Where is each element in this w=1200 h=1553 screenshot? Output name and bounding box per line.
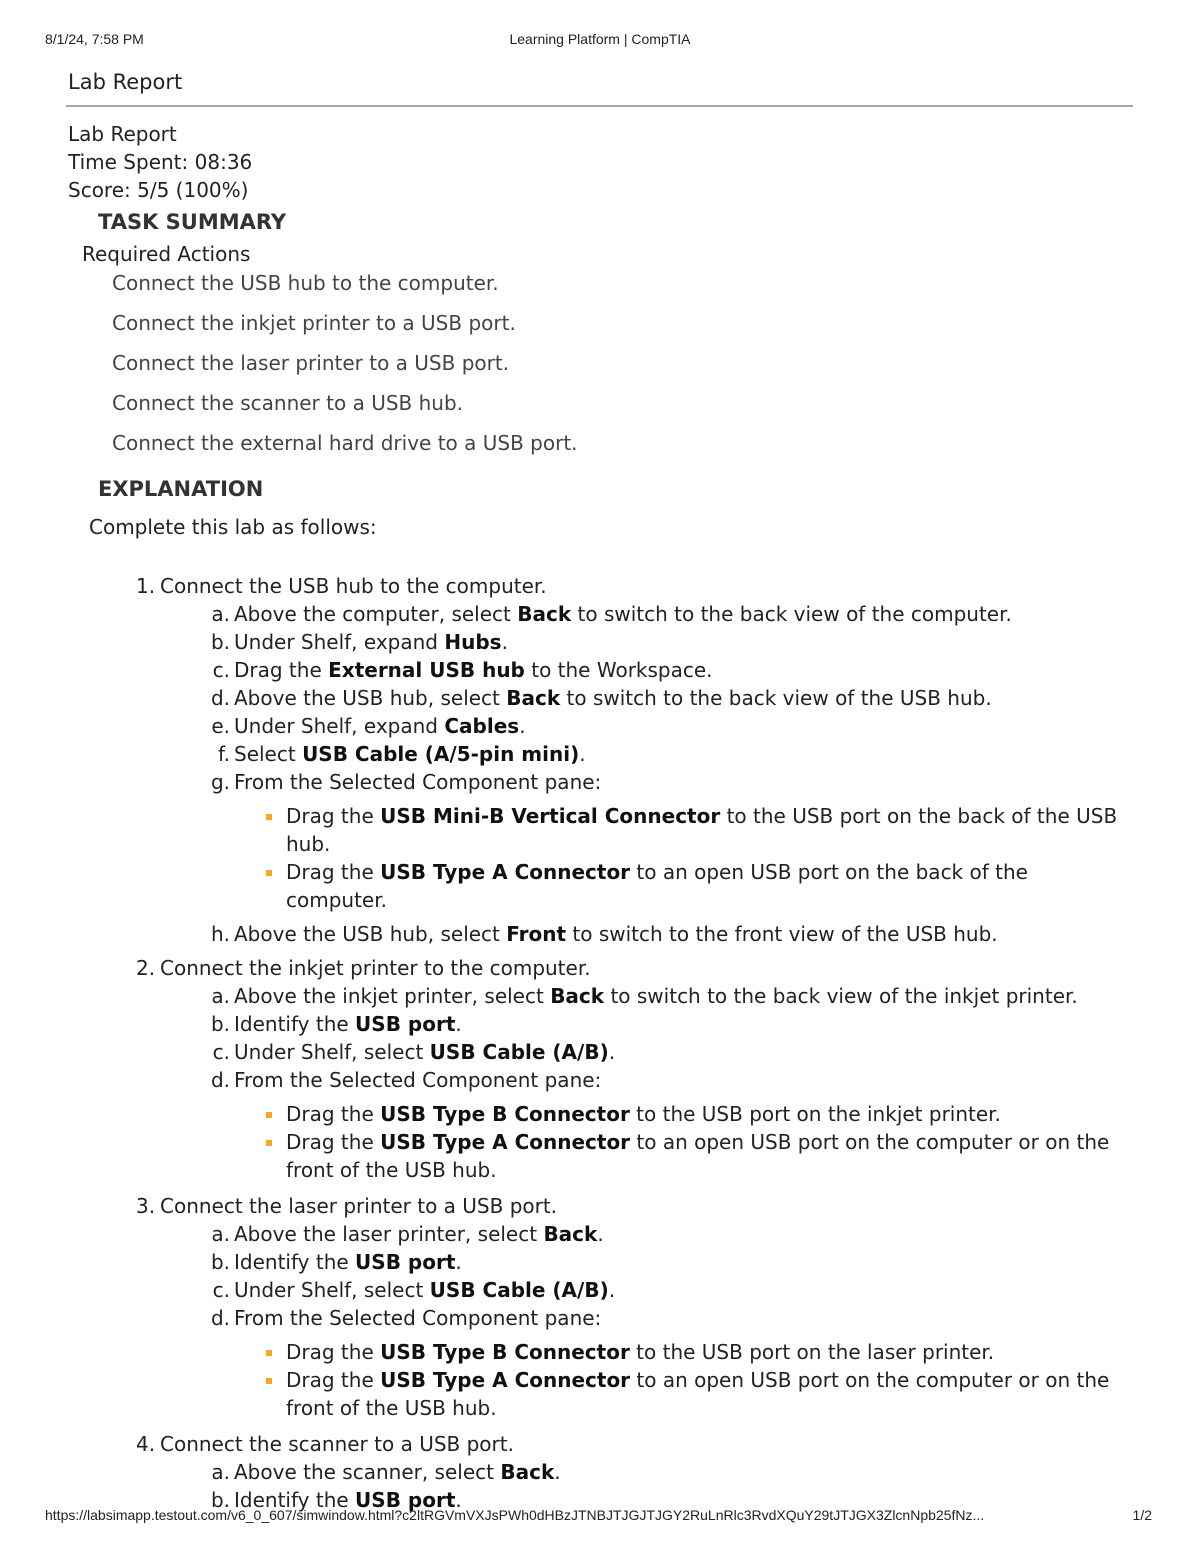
print-header — [0, 31, 1200, 49]
substep-text: to switch to the back view of the computer. — [571, 602, 1012, 626]
substep-letter: b. — [210, 630, 230, 654]
required-actions-list — [112, 270, 578, 470]
substep-text: Identify the — [234, 1012, 356, 1036]
substep-text: . — [501, 630, 508, 654]
substep-text: Above the scanner, select — [234, 1460, 501, 1484]
substep-bold: Cables — [444, 714, 520, 738]
substep — [0, 740, 1200, 768]
substep-text: Identify the — [234, 1250, 356, 1274]
bullet-item — [0, 1366, 1200, 1422]
report-meta — [68, 120, 252, 204]
substep-text: to the Workspace. — [524, 658, 713, 682]
bullet-square-icon — [266, 1112, 272, 1118]
substep-bold: USB Cable (A/5-pin mini) — [302, 742, 580, 766]
substep-bold: Back — [517, 602, 572, 626]
substep-bold: USB Cable (A/B) — [429, 1278, 609, 1302]
substep-text: to switch to the front view of the USB hub. — [566, 922, 998, 946]
substep-letter: c. — [212, 658, 230, 682]
substep-text: . — [455, 1488, 462, 1512]
substep-text: . — [455, 1250, 462, 1274]
bullet-text: to an open USB port on the computer or on the front of the USB hub. — [286, 1130, 1110, 1182]
substep-letter: e. — [211, 714, 230, 738]
substep-letter: g. — [210, 770, 230, 794]
substep-text: . — [554, 1460, 561, 1484]
substep-bold: External USB hub — [328, 658, 525, 682]
substep-letter: c. — [212, 1278, 230, 1302]
step-text: Connect the laser printer to a USB port. — [160, 1194, 558, 1218]
step-text: Connect the scanner to a USB port. — [160, 1432, 514, 1456]
bullet-bold: USB Type A Connector — [380, 1368, 631, 1392]
step-text: Connect the inkjet printer to the computer. — [160, 956, 591, 980]
bullet-text: to the USB port on the back of the USB hub. — [286, 804, 1118, 856]
substep-text: . — [597, 1222, 604, 1246]
step — [0, 572, 1200, 600]
bullet-square-icon — [266, 1350, 272, 1356]
substep-letter: b. — [210, 1012, 230, 1036]
substep-text: From the Selected Component pane: — [234, 1306, 602, 1330]
steps-list — [0, 572, 1200, 1514]
substep — [0, 656, 1200, 684]
bullet-bold: USB Type B Connector — [380, 1340, 630, 1364]
print-footer — [0, 1507, 1200, 1525]
substep-letter: d. — [210, 686, 230, 710]
substep — [0, 920, 1200, 948]
bullet-bold: USB Type B Connector — [380, 1102, 630, 1126]
step — [0, 1192, 1200, 1220]
substep-bold: USB Cable (A/B) — [429, 1040, 609, 1064]
substep-letter: d. — [210, 1306, 230, 1330]
substep-letter: d. — [210, 1068, 230, 1092]
substep-text: From the Selected Component pane: — [234, 770, 602, 794]
substep — [0, 1458, 1200, 1486]
substep — [0, 1066, 1200, 1094]
required-action: Connect the external hard drive to a USB port. — [112, 431, 578, 455]
score-label: Score: — [68, 178, 131, 202]
substep-letter: h. — [210, 922, 230, 946]
substep — [0, 982, 1200, 1010]
bullet-item — [0, 1100, 1200, 1128]
substep-text: Drag the — [234, 658, 329, 682]
print-page-title: Learning Platform | CompTIA — [509, 31, 691, 47]
page-number: 1/2 — [1132, 1507, 1152, 1523]
substep-bold: Hubs — [444, 630, 502, 654]
substep-text: to switch to the back view of the USB hub. — [560, 686, 992, 710]
substep-text: Above the USB hub, select — [234, 922, 507, 946]
time-spent-label: Time Spent: — [68, 150, 189, 174]
substep-bold: Front — [506, 922, 567, 946]
substep-text: to switch to the back view of the inkjet printer. — [604, 984, 1078, 1008]
substep-text: Above the laser printer, select — [234, 1222, 544, 1246]
substep-bold: USB port — [355, 1250, 456, 1274]
substep-letter: a. — [211, 984, 230, 1008]
time-spent — [68, 148, 252, 176]
bullet-square-icon — [266, 1378, 272, 1384]
bullet-text: to an open USB port on the computer or on the front of the USB hub. — [286, 1368, 1110, 1420]
step-number: 2. — [136, 956, 156, 980]
bullet-bold: USB Type A Connector — [380, 1130, 631, 1154]
score-value: 5/5 (100%) — [137, 178, 249, 202]
bullet-text: Drag the — [286, 1340, 381, 1364]
explanation-heading: EXPLANATION — [98, 477, 264, 501]
bullet-text: to the USB port on the laser printer. — [629, 1340, 995, 1364]
step-number: 3. — [136, 1194, 156, 1218]
substep — [0, 1010, 1200, 1038]
bullet-item — [0, 1128, 1200, 1184]
required-action: Connect the scanner to a USB hub. — [112, 391, 464, 415]
substep-letter: b. — [210, 1250, 230, 1274]
required-action: Connect the USB hub to the computer. — [112, 271, 499, 295]
substep-letter: c. — [212, 1040, 230, 1064]
step-text: Connect the USB hub to the computer. — [160, 574, 547, 598]
substep-text: Above the inkjet printer, select — [234, 984, 551, 1008]
bullet-text: to the USB port on the inkjet printer. — [629, 1102, 1001, 1126]
print-url: https://labsimapp.testout.com/v6_0_607/simwindow.html?c2ltRGVmVXJsPWh0dHBzJTNBJTJGJTJGY2RuLnRlc3RvdXQuY29tJTJGX3ZlcnNpb25fNz... — [45, 1507, 985, 1523]
substep-bold: Back — [506, 686, 561, 710]
substep-text: . — [579, 742, 586, 766]
explanation-intro: Complete this lab as follows: — [89, 515, 377, 539]
substep-text: Under Shelf, expand — [234, 714, 445, 738]
substep-text: Under Shelf, select — [234, 1278, 430, 1302]
substep — [0, 768, 1200, 796]
substep-text: Select — [234, 742, 303, 766]
step-number: 1. — [136, 574, 156, 598]
required-action: Connect the inkjet printer to a USB port. — [112, 311, 516, 335]
bullet-item — [0, 802, 1200, 858]
bullet-item — [0, 1338, 1200, 1366]
substep-letter: a. — [211, 1460, 230, 1484]
substep-text: Above the computer, select — [234, 602, 518, 626]
substep — [0, 628, 1200, 656]
substep-text: . — [608, 1278, 616, 1302]
required-actions-heading: Required Actions — [82, 242, 251, 266]
substep-letter: a. — [211, 1222, 230, 1246]
page-title: Lab Report — [68, 70, 183, 94]
substep-text: Identify the — [234, 1488, 356, 1512]
title-divider — [66, 105, 1133, 107]
substep-bold: USB port — [355, 1488, 456, 1512]
substep — [0, 1220, 1200, 1248]
task-summary-heading: TASK SUMMARY — [98, 210, 287, 234]
bullet-bold: USB Mini-B Vertical Connector — [380, 804, 721, 828]
bullet-text: to an open USB port on the back of the computer. — [286, 860, 1028, 912]
substep — [0, 684, 1200, 712]
substep-letter: a. — [211, 602, 230, 626]
bullet-square-icon — [266, 814, 272, 820]
substep — [0, 600, 1200, 628]
bullet-item — [0, 858, 1200, 914]
substep-bold: Back — [543, 1222, 598, 1246]
bullet-text: Drag the — [286, 860, 381, 884]
substep-text: Above the USB hub, select — [234, 686, 507, 710]
substep-letter: b. — [210, 1488, 230, 1512]
bullet-square-icon — [266, 870, 272, 876]
substep-text: . — [519, 714, 526, 738]
substep — [0, 712, 1200, 740]
substep-text: From the Selected Component pane: — [234, 1068, 602, 1092]
bullet-bold: USB Type A Connector — [380, 860, 631, 884]
substep — [0, 1038, 1200, 1066]
bullet-text: Drag the — [286, 804, 381, 828]
bullet-text: Drag the — [286, 1102, 381, 1126]
step-number: 4. — [136, 1432, 156, 1456]
substep-bold: Back — [500, 1460, 555, 1484]
substep-text: . — [608, 1040, 616, 1064]
substep — [0, 1304, 1200, 1332]
time-spent-value: 08:36 — [194, 150, 253, 174]
step — [0, 954, 1200, 982]
score — [68, 176, 252, 204]
print-date: 8/1/24, 7:58 PM — [45, 31, 144, 47]
substep — [0, 1248, 1200, 1276]
substep-text: . — [455, 1012, 462, 1036]
substep-letter: f. — [218, 742, 230, 766]
report-title: Lab Report — [68, 122, 177, 146]
required-action: Connect the laser printer to a USB port. — [112, 351, 510, 375]
step — [0, 1430, 1200, 1458]
bullet-text: Drag the — [286, 1368, 381, 1392]
substep-text: Under Shelf, select — [234, 1040, 430, 1064]
bullet-text: Drag the — [286, 1130, 381, 1154]
substep-bold: USB port — [355, 1012, 456, 1036]
substep — [0, 1276, 1200, 1304]
substep-text: Under Shelf, expand — [234, 630, 445, 654]
substep-bold: Back — [550, 984, 605, 1008]
bullet-square-icon — [266, 1140, 272, 1146]
